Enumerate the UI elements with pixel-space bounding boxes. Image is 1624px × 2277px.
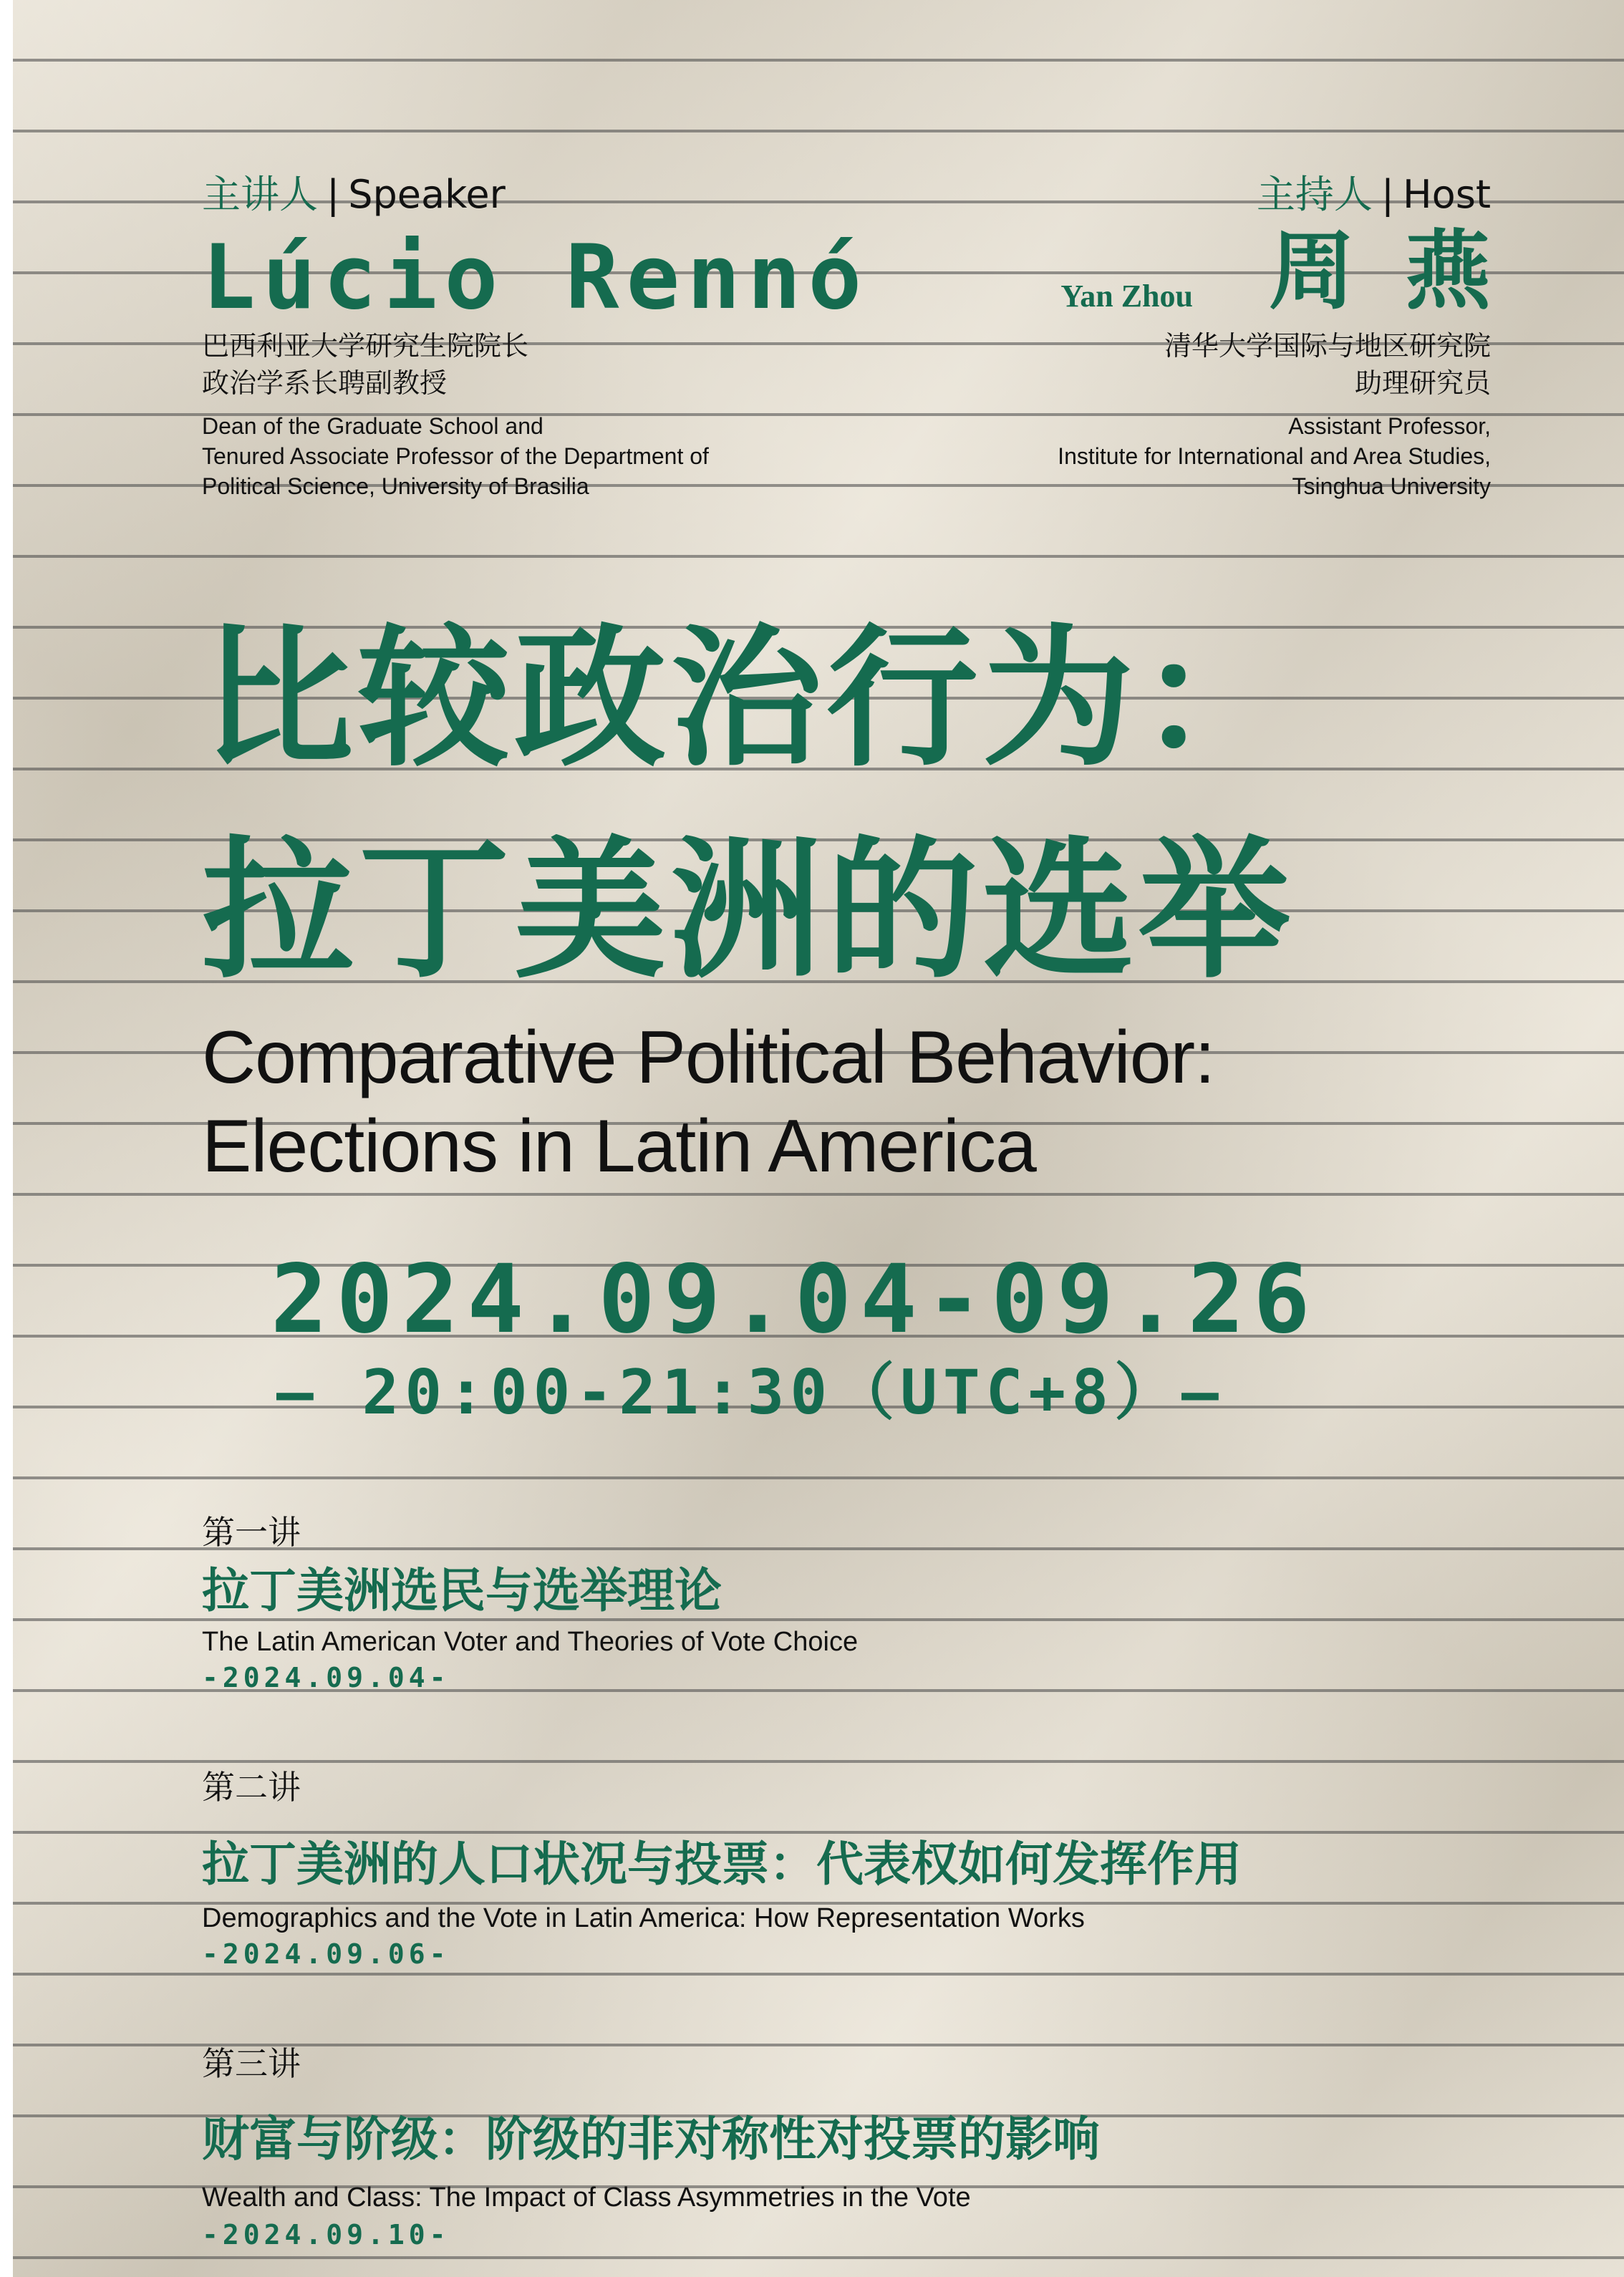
speaker-role-cn: 主讲人 [202,172,318,217]
lecture-3-number: 第三讲 [202,2044,301,2083]
title-cn-line-1: 比较政治行为： [202,610,1295,787]
lecture-1-title-en: The Latin American Voter and Theories of Vote Choice [202,1627,859,1657]
speaker-role-separator: | [327,172,340,217]
lecture-3-title-en: Wealth and Class: The Impact of Class Asymmetries in the Vote [202,2182,971,2213]
title-cn-line-2: 拉丁美洲的选举 [202,822,1295,999]
speaker-title-en-3: Political Science, University of Brasilia [202,473,589,499]
speaker-title-en-1: Dean of the Graduate School and [202,413,543,439]
lecture-1-number: 第一讲 [202,1513,301,1552]
speaker-name: Lúcio Rennó [202,226,869,329]
host-role [1257,172,1491,218]
speaker-title-cn-2: 政治学系长聘副教授 [202,367,448,399]
lecture-2-number: 第二讲 [202,1768,301,1807]
speaker-role [202,172,506,218]
lecture-2-title-cn: 拉丁美洲的人口状况与投票：代表权如何发挥作用 [202,1837,1242,1892]
lecture-3-date: -2024.09.10- [202,2219,450,2251]
lecture-1-title-cn: 拉丁美洲选民与选举理论 [202,1563,722,1618]
title-en-line-2: Elections in Latin America [202,1105,1036,1188]
host-title-en-2: Institute for International and Area Studies, [1058,443,1491,469]
lecture-1-date: -2024.09.04- [202,1662,450,1693]
host-title-cn-1: 清华大学国际与地区研究院 [1164,330,1491,362]
host-title-cn-2: 助理研究员 [1354,367,1491,399]
time-range: — 20:00-21:30（UTC+8）— [276,1357,1224,1428]
speaker-title-cn-1: 巴西利亚大学研究生院院长 [202,330,529,362]
date-range: 2024.09.04-09.26 [271,1244,1319,1355]
host-role-cn: 主持人 [1256,172,1373,217]
left-edge [0,0,13,2277]
title-en-line-1: Comparative Political Behavior: [202,1016,1215,1099]
host-role-separator: | [1381,172,1395,217]
speaker-role-en: Speaker [348,172,506,217]
host-name-en: Yan Zhou [1060,279,1193,314]
lecture-3-title-cn: 财富与阶级：阶级的非对称性对投票的影响 [202,2112,1100,2167]
host-title-en-3: Tsinghua University [1292,473,1491,499]
lecture-2-date: -2024.09.06- [202,1938,450,1970]
host-title-en-1: Assistant Professor, [1288,413,1491,439]
host-name-cn: 周燕 [1269,222,1541,322]
lecture-2-title-en: Demographics and the Vote in Latin America: How Representation Works [202,1903,1085,1933]
host-role-en: Host [1403,172,1491,217]
speaker-title-en-2: Tenured Associate Professor of the Department of [202,443,709,469]
